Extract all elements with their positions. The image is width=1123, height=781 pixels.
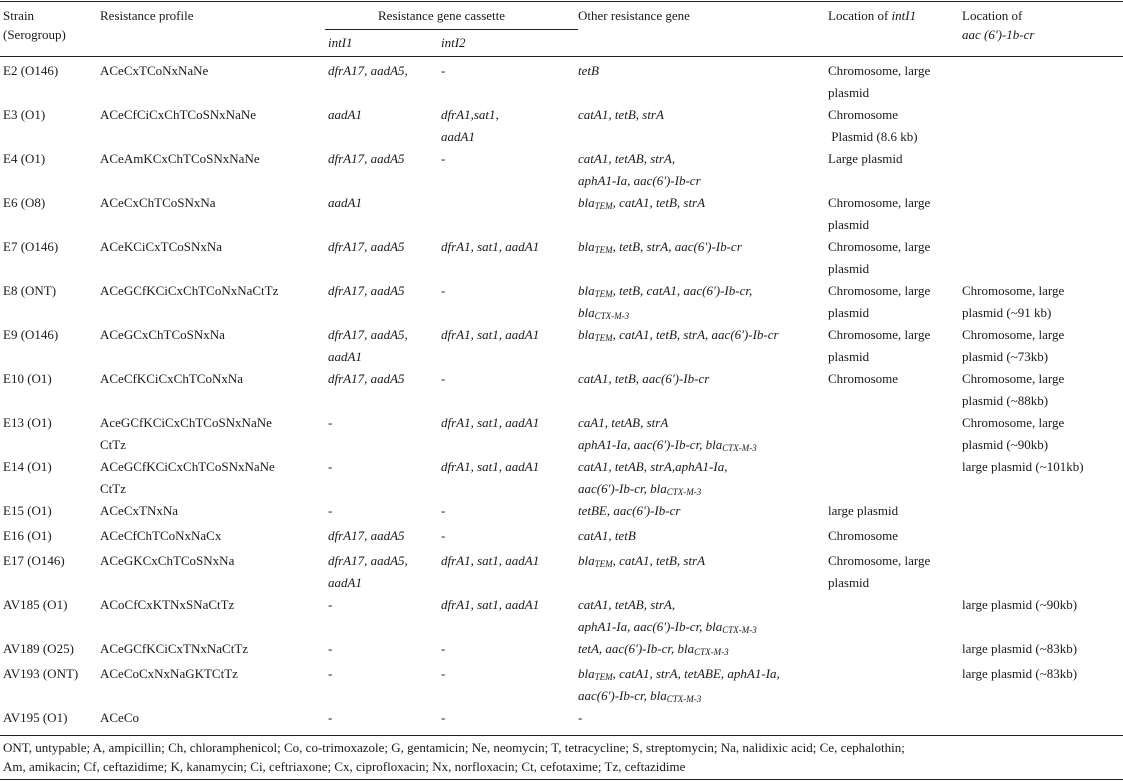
profile-cell-line: ACeCxTNxNa xyxy=(100,503,178,518)
intI1-cell-line: aadA1 xyxy=(328,107,362,122)
intI1-cell xyxy=(328,192,362,214)
gene-subscript: CTX-M-3 xyxy=(694,647,729,657)
intI1-cell-line: - xyxy=(328,666,333,681)
location-intI1-cell-line: plasmid xyxy=(828,261,870,276)
location-aac-cell xyxy=(962,456,1084,478)
header-location-aac-line2: aac (6')-1b-cr xyxy=(962,27,1035,42)
other-genes-cell xyxy=(578,500,680,522)
location-intI1-cell xyxy=(828,368,898,390)
location-intI1-cell-line: Chromosome, large xyxy=(828,327,931,342)
other-genes-line xyxy=(578,434,757,456)
strain-cell: E2 (O146) xyxy=(3,63,59,78)
table-top-rule xyxy=(0,1,1123,2)
gene-subscript: CTX-M-3 xyxy=(594,311,630,321)
profile-cell-line: ACeCxChTCoSNxNa xyxy=(100,195,216,210)
profile-cell xyxy=(100,525,221,547)
other-genes-line xyxy=(578,302,752,324)
location-intI1-cell-line: Chromosome, large xyxy=(828,239,931,254)
header-cassette: Resistance gene cassette xyxy=(378,8,506,23)
location-intI1-cell-line: Chromosome xyxy=(828,528,899,543)
gene-text: - xyxy=(578,710,583,725)
strain-cell: AV185 (O1) xyxy=(3,597,68,612)
other-genes-cell xyxy=(578,525,636,547)
location-aac-cell xyxy=(962,594,1077,616)
other-genes-line xyxy=(578,412,757,434)
other-genes-line xyxy=(578,280,752,302)
gene-subscript: TEM xyxy=(594,672,613,682)
other-genes-line xyxy=(578,368,709,390)
intI1-cell xyxy=(328,412,332,434)
other-genes-cell xyxy=(578,638,729,660)
profile-cell-line: CtTz xyxy=(100,481,126,496)
gene-text: bla xyxy=(578,195,595,210)
strain-cell: AV189 (O25) xyxy=(3,641,74,656)
location-aac-cell xyxy=(962,663,1077,685)
profile-cell xyxy=(100,707,139,729)
other-genes-line xyxy=(578,104,664,126)
intI1-cell-line: dfrA17, aadA5, xyxy=(328,553,408,568)
gene-text: caA1, tetAB, strA xyxy=(578,415,669,430)
intI1-cell-line: dfrA17, aadA5 xyxy=(328,239,405,254)
intI2-cell-line: dfrA1, sat1, aadA1 xyxy=(441,597,540,612)
profile-cell xyxy=(100,280,278,302)
location-intI1-cell-line: Large plasmid xyxy=(828,151,903,166)
profile-cell-line: ACeGCfKCiCxTNxNaCtTz xyxy=(100,641,249,656)
location-aac-cell-line: large plasmid (~83kb) xyxy=(962,666,1078,681)
gene-text: tetBE, aac(6')-Ib-cr xyxy=(578,503,681,518)
location-intI1-cell-line: Chromosome, large xyxy=(828,63,931,78)
other-genes-line xyxy=(578,685,780,707)
intI1-cell-line: dfrA17, aadA5 xyxy=(328,528,405,543)
other-genes-cell xyxy=(578,412,757,456)
other-genes-line xyxy=(578,663,780,685)
intI2-cell-line: - xyxy=(441,151,446,166)
gene-text: , tetB, catA1, aac(6')-Ib-cr, xyxy=(612,283,753,298)
gene-text: bla xyxy=(578,327,595,342)
location-intI1-cell-line: plasmid xyxy=(828,85,870,100)
intI1-cell xyxy=(328,236,405,258)
gene-subscript: CTX-M-3 xyxy=(666,694,702,704)
intI2-cell xyxy=(441,663,445,685)
footnote-line-2: Am, amikacin; Cf, ceftazidime; K, kanamycin; Ci, ceftriaxone; Cx, ciprofloxacin; Nx, norfloxacin; Ct, cefotaxime; Tz, ceftazidime xyxy=(3,759,686,774)
intI2-cell xyxy=(441,148,445,170)
other-genes-line xyxy=(578,236,742,258)
header-strain xyxy=(3,5,66,46)
profile-cell-line: ACeCfKCiCxChTCoNxNa xyxy=(100,371,243,386)
strain-cell: E4 (O1) xyxy=(3,151,46,166)
location-intI1-cell-line: plasmid xyxy=(828,575,870,590)
profile-cell xyxy=(100,500,178,522)
gene-text: catA1, tetB xyxy=(578,528,636,543)
location-intI1-cell xyxy=(828,236,930,280)
gene-subscript: CTX-M-3 xyxy=(666,487,702,497)
gene-text: , catA1, tetB, strA xyxy=(612,195,706,210)
profile-cell xyxy=(100,663,238,685)
gene-text: , catA1, strA, tetABE, aphA1-Ia, xyxy=(612,666,780,681)
location-aac-cell-line: plasmid (~88kb) xyxy=(962,393,1049,408)
intI1-cell-line: - xyxy=(328,597,333,612)
strain-cell: AV193 (ONT) xyxy=(3,666,79,681)
intI2-cell xyxy=(441,525,445,547)
location-aac-cell xyxy=(962,368,1064,412)
location-intI1-cell-line: large plasmid xyxy=(828,503,899,518)
other-genes-line xyxy=(578,324,779,346)
other-genes-line xyxy=(578,170,701,192)
intI1-cell-line: dfrA17, aadA5 xyxy=(328,151,405,166)
location-aac-cell-line: Chromosome, large xyxy=(962,327,1065,342)
intI2-cell xyxy=(441,280,445,302)
other-genes-line xyxy=(578,192,705,214)
intI2-cell-line: - xyxy=(441,641,446,656)
location-intI1-cell-line: Chromosome xyxy=(828,107,899,122)
other-genes-line xyxy=(578,525,636,547)
intI2-cell xyxy=(441,236,539,258)
intI1-cell xyxy=(328,638,332,660)
profile-cell-line: ACeKCiCxTCoSNxNa xyxy=(100,239,223,254)
strain-cell: E3 (O1) xyxy=(3,107,46,122)
strain-cell: E13 (O1) xyxy=(3,415,52,430)
gene-text: , catA1, tetB, strA, aac(6')-Ib-cr xyxy=(612,327,779,342)
location-aac-cell-line: Chromosome, large xyxy=(962,415,1065,430)
intI1-cell xyxy=(328,707,332,729)
gene-subscript: CTX-M-3 xyxy=(722,443,757,453)
footnote-bottom-rule xyxy=(0,779,1123,780)
gene-text: aphA1-Ia, aac(6')-Ib-cr, bla xyxy=(578,619,723,634)
header-strain-line2: (Serogroup) xyxy=(3,27,66,42)
other-genes-cell xyxy=(578,280,752,324)
intI1-cell xyxy=(328,550,408,594)
intI1-cell xyxy=(328,324,408,368)
profile-cell xyxy=(100,60,208,82)
gene-text: aac(6')-Ib-cr, bla xyxy=(578,481,667,496)
header-other-genes: Other resistance gene xyxy=(578,8,690,23)
strain-cell: E6 (O8) xyxy=(3,195,46,210)
header-location-intI1 xyxy=(828,5,916,27)
gene-text: bla xyxy=(578,666,595,681)
intI1-cell-line: - xyxy=(328,641,333,656)
location-aac-cell-line: Chromosome, large xyxy=(962,283,1065,298)
location-aac-cell xyxy=(962,324,1064,368)
other-genes-cell xyxy=(578,60,599,82)
intI1-cell xyxy=(328,500,332,522)
other-genes-line xyxy=(578,148,701,170)
intI2-cell-line: dfrA1,sat1, xyxy=(441,107,499,122)
profile-cell-line: CtTz xyxy=(100,437,126,452)
intI2-cell-line: - xyxy=(441,710,446,725)
intI1-cell-line: aadA1 xyxy=(328,575,362,590)
header-bottom-rule xyxy=(0,56,1123,57)
other-genes-cell xyxy=(578,368,709,390)
gene-text: bla xyxy=(578,305,595,320)
profile-cell xyxy=(100,104,256,126)
location-intI1-cell xyxy=(828,324,930,368)
gene-subscript: CTX-M-3 xyxy=(722,625,757,635)
intI2-cell xyxy=(441,412,539,434)
location-intI1-cell-line: plasmid xyxy=(828,305,870,320)
gene-text: , catA1, tetB, strA xyxy=(612,553,706,568)
table-bottom-rule xyxy=(0,735,1123,736)
other-genes-cell xyxy=(578,324,779,346)
intI2-cell xyxy=(441,456,539,478)
intI2-cell-line: dfrA1, sat1, aadA1 xyxy=(441,459,540,474)
profile-cell-line: ACeGCxChTCoSNxNa xyxy=(100,327,225,342)
intI2-cell xyxy=(441,550,539,572)
intI1-cell xyxy=(328,368,405,390)
header-strain-line1: Strain xyxy=(3,8,35,23)
header-intI2: intI2 xyxy=(441,35,466,50)
gene-subscript: TEM xyxy=(594,245,613,255)
gene-text: aac(6')-Ib-cr, bla xyxy=(578,688,667,703)
strain-cell: E7 (O146) xyxy=(3,239,59,254)
location-intI1-cell-line: Chromosome, large xyxy=(828,195,931,210)
intI2-cell xyxy=(441,500,445,522)
other-genes-cell xyxy=(578,148,701,192)
strain-cell: AV195 (O1) xyxy=(3,710,68,725)
intI2-cell-line: - xyxy=(441,528,446,543)
strain-cell: E15 (O1) xyxy=(3,503,52,518)
location-aac-cell xyxy=(962,280,1064,324)
intI1-cell-line: - xyxy=(328,503,333,518)
intI1-cell-line: - xyxy=(328,415,333,430)
location-intI1-cell-line: Chromosome xyxy=(828,371,899,386)
profile-cell xyxy=(100,456,275,500)
intI1-cell-line: - xyxy=(328,710,333,725)
profile-cell-line: ACeAmKCxChTCoSNxNaNe xyxy=(100,151,260,166)
other-genes-line xyxy=(578,550,705,572)
profile-cell xyxy=(100,192,216,214)
intI2-cell xyxy=(441,707,445,729)
profile-cell xyxy=(100,594,234,616)
intI1-cell xyxy=(328,148,405,170)
other-genes-cell xyxy=(578,594,757,638)
header-location-intI1-prefix: Location of xyxy=(828,8,892,23)
other-genes-cell xyxy=(578,550,705,572)
intI1-cell-line: dfrA17, aadA5 xyxy=(328,371,405,386)
other-genes-line xyxy=(578,456,727,478)
footnote-line-1: ONT, untypable; A, ampicillin; Ch, chloramphenicol; Co, co-trimoxazole; G, gentamicin; Ne, neomycin; T, tetracycline; S, streptomycin; Na, nalidixic acid; Ce, cephalothin; xyxy=(3,740,905,755)
intI1-cell xyxy=(328,280,405,302)
intI1-cell-line: aadA1 xyxy=(328,195,362,210)
gene-text: bla xyxy=(578,283,595,298)
gene-text: catA1, tetAB, strA, xyxy=(578,597,676,612)
location-aac-cell-line: large plasmid (~90kb) xyxy=(962,597,1078,612)
intI2-cell xyxy=(441,60,445,82)
intI2-cell xyxy=(441,594,539,616)
gene-subscript: TEM xyxy=(594,559,613,569)
header-location-aac xyxy=(962,5,1034,46)
strain-cell: E8 (ONT) xyxy=(3,283,57,298)
header-location-aac-line1: Location of xyxy=(962,8,1023,23)
other-genes-line xyxy=(578,616,757,638)
location-intI1-cell xyxy=(828,60,930,104)
intI1-cell xyxy=(328,594,332,616)
location-intI1-cell xyxy=(828,192,930,236)
gene-text: bla xyxy=(578,553,595,568)
profile-cell-line: ACeCo xyxy=(100,710,139,725)
intI2-cell xyxy=(441,368,445,390)
profile-cell xyxy=(100,324,225,346)
location-aac-cell-line: plasmid (~91 kb) xyxy=(962,305,1052,320)
location-aac-cell-line: large plasmid (~83kb) xyxy=(962,641,1078,656)
gene-subscript: TEM xyxy=(594,201,613,211)
gene-subscript: TEM xyxy=(594,333,613,343)
intI1-cell xyxy=(328,104,362,126)
intI2-cell-line: - xyxy=(441,371,446,386)
location-aac-cell xyxy=(962,638,1077,660)
other-genes-cell xyxy=(578,104,664,126)
gene-text: tetB xyxy=(578,63,599,78)
profile-cell-line: ACeGCfKCiCxChTCoNxNaCtTz xyxy=(100,283,279,298)
profile-cell xyxy=(100,412,272,456)
profile-cell-line: ACeGCfKCiCxChTCoSNxNaNe xyxy=(100,459,275,474)
header-location-intI1-gene: intI1 xyxy=(891,8,917,23)
other-genes-cell xyxy=(578,236,742,258)
gene-text: tetA, aac(6')-Ib-cr, bla xyxy=(578,641,695,656)
location-intI1-cell-line: plasmid xyxy=(828,349,870,364)
strain-cell: E9 (O146) xyxy=(3,327,59,342)
other-genes-cell xyxy=(578,663,780,707)
other-genes-cell xyxy=(578,456,727,500)
location-aac-cell-line: large plasmid (~101kb) xyxy=(962,459,1084,474)
strain-cell: E16 (O1) xyxy=(3,528,52,543)
location-aac-cell-line: plasmid (~90kb) xyxy=(962,437,1049,452)
profile-cell xyxy=(100,550,234,572)
other-genes-cell xyxy=(578,192,705,214)
header-intI1: intI1 xyxy=(328,35,353,50)
profile-cell xyxy=(100,236,222,258)
location-intI1-cell xyxy=(828,500,898,522)
gene-text: aphA1-Ia, aac(6')-Ib-cr xyxy=(578,173,701,188)
intI1-cell xyxy=(328,525,405,547)
profile-cell-line: ACeCxTCoNxNaNe xyxy=(100,63,209,78)
intI2-cell-line: aadA1 xyxy=(441,129,475,144)
intI2-cell-line: dfrA1, sat1, aadA1 xyxy=(441,553,540,568)
intI1-cell-line: aadA1 xyxy=(328,349,362,364)
profile-cell-line: ACeCoCxNxNaGKTCtTz xyxy=(100,666,238,681)
intI1-cell xyxy=(328,663,332,685)
location-intI1-cell xyxy=(828,148,903,170)
strain-cell: E10 (O1) xyxy=(3,371,52,386)
intI2-cell-line: - xyxy=(441,63,446,78)
location-intI1-cell-line: Plasmid (8.6 kb) xyxy=(828,129,918,144)
location-intI1-cell xyxy=(828,280,930,324)
profile-cell-line: ACeGKCxChTCoSNxNa xyxy=(100,553,235,568)
location-intI1-cell xyxy=(828,104,918,148)
intI2-cell xyxy=(441,324,539,346)
gene-text: bla xyxy=(578,239,595,254)
strain-cell: E17 (O146) xyxy=(3,553,65,568)
gene-text: catA1, tetAB, strA, xyxy=(578,151,676,166)
location-aac-cell-line: plasmid (~73kb) xyxy=(962,349,1049,364)
profile-cell xyxy=(100,368,243,390)
intI1-cell-line: dfrA17, aadA5, xyxy=(328,63,408,78)
gene-text: catA1, tetB, strA xyxy=(578,107,664,122)
profile-cell-line: ACoCfCxKTNxSNaCtTz xyxy=(100,597,235,612)
other-genes-line xyxy=(578,500,680,522)
header-profile: Resistance profile xyxy=(100,8,194,23)
intI2-cell-line: - xyxy=(441,666,446,681)
profile-cell xyxy=(100,148,260,170)
other-genes-line xyxy=(578,60,599,82)
other-genes-line xyxy=(578,478,727,500)
strain-cell: E14 (O1) xyxy=(3,459,52,474)
intI1-cell xyxy=(328,60,408,82)
intI2-cell-line: dfrA1, sat1, aadA1 xyxy=(441,415,540,430)
other-genes-line xyxy=(578,707,582,729)
gene-text: catA1, tetAB, strA,aphA1-Ia, xyxy=(578,459,728,474)
profile-cell-line: ACeCfChTCoNxNaCx xyxy=(100,528,222,543)
cassette-rule xyxy=(325,29,578,30)
intI2-cell-line: - xyxy=(441,503,446,518)
profile-cell xyxy=(100,638,248,660)
intI2-cell-line: - xyxy=(441,283,446,298)
location-intI1-cell-line: Chromosome, large xyxy=(828,553,931,568)
intI2-cell xyxy=(441,104,499,148)
intI1-cell xyxy=(328,456,332,478)
gene-text: , tetB, strA, aac(6')-Ib-cr xyxy=(612,239,742,254)
gene-text: aphA1-Ia, aac(6')-Ib-cr, bla xyxy=(578,437,723,452)
other-genes-cell xyxy=(578,707,582,729)
location-intI1-cell xyxy=(828,525,898,547)
profile-cell-line: ACeCfCiCxChTCoSNxNaNe xyxy=(100,107,256,122)
other-genes-line xyxy=(578,594,757,616)
other-genes-line xyxy=(578,638,729,660)
intI2-cell-line: dfrA1, sat1, aadA1 xyxy=(441,239,540,254)
intI1-cell-line: - xyxy=(328,459,333,474)
intI2-cell xyxy=(441,638,445,660)
location-aac-cell-line: Chromosome, large xyxy=(962,371,1065,386)
intI1-cell-line: dfrA17, aadA5, xyxy=(328,327,408,342)
location-aac-cell xyxy=(962,412,1064,456)
location-intI1-cell xyxy=(828,550,930,594)
gene-text: catA1, tetB, aac(6')-Ib-cr xyxy=(578,371,710,386)
intI1-cell-line: dfrA17, aadA5 xyxy=(328,283,405,298)
intI2-cell-line: dfrA1, sat1, aadA1 xyxy=(441,327,540,342)
gene-subscript: TEM xyxy=(594,289,613,299)
location-intI1-cell-line: Chromosome, large xyxy=(828,283,931,298)
profile-cell-line: AceGCfKCiCxChTCoSNxNaNe xyxy=(100,415,272,430)
location-intI1-cell-line: plasmid xyxy=(828,217,870,232)
